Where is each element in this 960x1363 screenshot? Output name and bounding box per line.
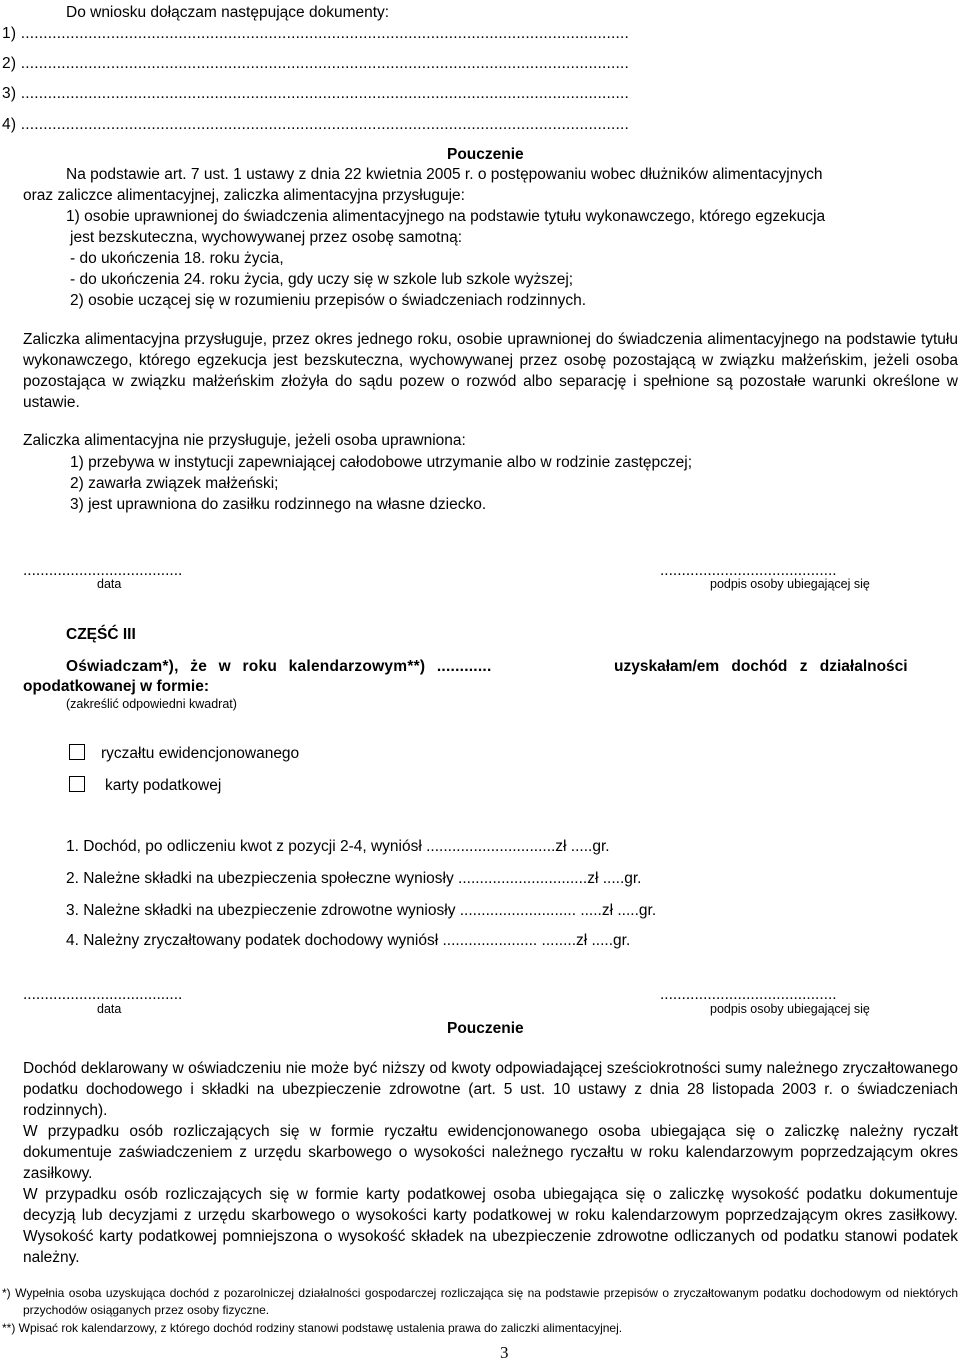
footnote-2: **) Wpisać rok kalendarzowy, z którego dochód rodziny stanowi podstawę ustalenia prawa do zaliczki alimentacyjnej. — [2, 1321, 623, 1335]
declaration-line-2: opodatkowanej w formie: — [23, 678, 210, 695]
date-label-2: data — [97, 1002, 122, 1016]
date-field-dots[interactable]: ..................................... — [23, 562, 183, 579]
page-number: 3 — [500, 1343, 509, 1362]
declaration-line-1: Oświadczam*), że w roku kalendarzowym**) ............ — [66, 658, 492, 675]
notice-paragraph-3-item-2: 2) zawarła związek małżeński; — [70, 475, 279, 492]
notice-line-7: 2) osobie uczącej się w rozumieniu przepisów o świadczeniach rodzinnych. — [70, 292, 587, 309]
notice-line-1: Na podstawie art. 7 ust. 1 ustawy z dnia 22 kwietnia 2005 r. o postępowaniu wobec dłużników alimentacyjnych — [66, 166, 823, 183]
income-row-4[interactable]: 4. Należny zryczałtowany podatek dochodowy wyniósł ...................... ........zł .....gr. — [66, 932, 631, 949]
attachment-line-3[interactable]: 3) ....................................................................................................................................... — [2, 85, 630, 102]
income-row-3[interactable]: 3. Należne składki na ubezpieczenie zdrowotne wyniosły ........................... .....zł .....gr. — [66, 902, 657, 919]
checkbox-ryczalt[interactable] — [69, 744, 85, 760]
notice-line-4: jest bezskuteczna, wychowywanej przez osobę samotną: — [70, 229, 463, 246]
notice-line-6: - do ukończenia 24. roku życia, gdy uczy się w szkole lub szkole wyższej; — [70, 271, 574, 288]
income-row-1[interactable]: 1. Dochód, po odliczeniu kwot z pozycji 2-4, wyniósł ..............................zł .....gr. — [66, 838, 610, 855]
option-ryczalt-label: ryczałtu ewidencjonowanego — [101, 745, 300, 762]
date-field-dots-2[interactable]: ..................................... — [23, 986, 183, 1003]
notice-paragraph-2: Zaliczka alimentacyjna przysługuje, przez okres jednego roku, osobie uprawnionej do świadczenia alimentacyjnego na podstawie tytułu wykonawczego, którego egzekucja jest bezskuteczna, wychowywanej przez osobę pozostającą w związku małżeńskim, jeżeli osoba pozostająca w związku małżeńskim złożyła do sądu pozew o rozwód albo separację i spełnione są pozostałe warunki określone w ustawie. — [23, 331, 958, 411]
option-karta-label: karty podatkowej — [105, 777, 222, 794]
notice-paragraph-3-item-3: 3) jest uprawniona do zasiłku rodzinnego na własne dziecko. — [70, 496, 487, 513]
attachment-line-2[interactable]: 2) ....................................................................................................................................... — [2, 55, 630, 72]
notice-line-3: 1) osobie uprawnionej do świadczenia alimentacyjnego na podstawie tytułu wykonawczego, którego egzekucja — [66, 208, 826, 225]
notice-line-2: oraz zaliczce alimentacyjnej, zaliczka alimentacyjna przysługuje: — [23, 187, 465, 204]
notice-line-5: - do ukończenia 18. roku życia, — [70, 250, 284, 267]
notice-2-paragraph-3: W przypadku osób rozliczających się w formie karty podatkowej osoba ubiegająca się o zaliczkę wysokość podatku dokumentuje decyzją lub decyzjami z urzędu skarbowego o wysokości karty podatkowej w roku kalendarzowym poprzedzającym okres zasiłkowy. Wysokość karty podatkowej pomniejszona o wysokość składek na ubezpieczenie zdrowotne odliczanych od podatku stanowi podatek należny. — [23, 1186, 958, 1266]
attachment-line-1[interactable]: 1) ....................................................................................................................................... — [2, 25, 630, 42]
notice-paragraph-3-item-1: 1) przebywa w instytucji zapewniającej całodobowe utrzymanie albo w rodzinie zastępczej; — [70, 454, 693, 471]
notice-heading: Pouczenie — [447, 146, 524, 163]
declaration-hint: (zakreślić odpowiedni kwadrat) — [66, 697, 237, 711]
attachments-intro: Do wniosku dołączam następujące dokumenty: — [66, 4, 390, 21]
income-row-2[interactable]: 2. Należne składki na ubezpieczenia społeczne wyniosły ..............................zł .....gr. — [66, 870, 642, 887]
declaration-line-1-end: uzyskałam/em dochód z działalności — [614, 658, 908, 675]
signature-field-dots-2[interactable]: ......................................... — [660, 986, 837, 1003]
notice-2-paragraph-2: W przypadku osób rozliczających się w formie ryczałtu ewidencjonowanego osoba ubiegająca się o zaliczkę należny ryczałt dokumentuje zaświadczeniem z urzędu skarbowego o wysokości należnego ryczałtu w roku kalendarzowym poprzedzającym okres zasiłkowy. — [23, 1123, 958, 1182]
footnote-1: *) Wypełnia osoba uzyskująca dochód z pozarolniczej działalności gospodarczej rozliczająca się na podstawie przepisów o zryczałtowanym podatku dochodowym od niektórych przychodów osiąganych przez osoby fizyczne. — [2, 1286, 958, 1317]
notice-2-heading: Pouczenie — [447, 1020, 524, 1037]
date-label: data — [97, 577, 122, 591]
checkbox-karta[interactable] — [69, 776, 85, 792]
notice-2-paragraph-1: Dochód deklarowany w oświadczeniu nie może być niższy od kwoty odpowiadającej sześciokrotności sumy należnego zryczałtowanego podatku dochodowego i składki na ubezpieczenie zdrowotne (art. 5 ust. 10 ustawy z dnia 28 listopada 2003 r. o świadczeniach rodzinnych). — [23, 1060, 958, 1119]
signature-field-dots[interactable]: ......................................... — [660, 562, 837, 579]
signature-label: podpis osoby ubiegającej się — [710, 577, 870, 591]
notice-paragraph-3-intro: Zaliczka alimentacyjna nie przysługuje, jeżeli osoba uprawniona: — [23, 432, 466, 449]
signature-label-2: podpis osoby ubiegającej się — [710, 1002, 870, 1016]
attachment-line-4[interactable]: 4) ....................................................................................................................................... — [2, 116, 630, 133]
part-3-heading: CZĘŚĆ III — [66, 626, 136, 643]
